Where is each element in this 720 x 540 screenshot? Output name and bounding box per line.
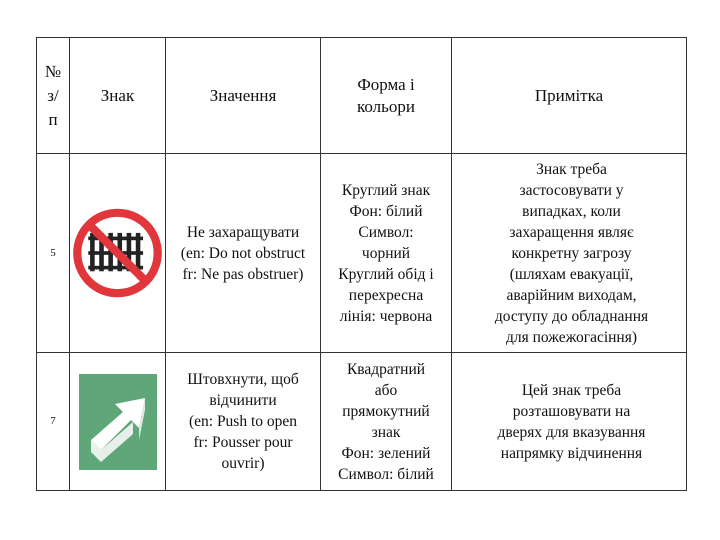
- header-note: Примітка: [452, 38, 687, 154]
- sign-cell: [70, 353, 166, 491]
- meaning-cell: Не захаращувати (en: Do not obstruct fr: Ne pas obstruer): [166, 154, 321, 353]
- row-number: 5: [37, 154, 70, 353]
- header-sign: Знак: [70, 38, 166, 154]
- table-row: [37, 154, 687, 353]
- header-meaning: Значення: [166, 38, 321, 154]
- table-row: [37, 353, 687, 491]
- no-obstruction-icon: [70, 201, 165, 305]
- meaning-cell: Штовхнути, щоб відчинити (en: Push to open fr: Pousser pour ouvrir): [166, 353, 321, 491]
- row-number: 7: [37, 353, 70, 491]
- note-cell: Знак треба застосовувати у випадках, коли захаращення являє конкретну загрозу (шляхам евакуації, аварійним виходам, доступу до обладнання для пожежогасіння): [452, 154, 687, 353]
- header-number: № з/ п: [37, 38, 70, 154]
- header-shape-colors: Форма і кольори: [321, 38, 452, 154]
- signs-table: [36, 37, 687, 491]
- header-row: [37, 38, 687, 154]
- shape-colors-cell: Квадратний або прямокутний знак Фон: зелений Символ: білий: [321, 353, 452, 491]
- shape-colors-cell: Круглий знак Фон: білий Символ: чорний Круглий обід і перехресна лінія: червона: [321, 154, 452, 353]
- push-to-open-arrow-icon: [79, 374, 157, 470]
- note-cell: Цей знак треба розташовувати на дверях для вказування напрямку відчинення: [452, 353, 687, 491]
- sign-cell: [70, 154, 166, 353]
